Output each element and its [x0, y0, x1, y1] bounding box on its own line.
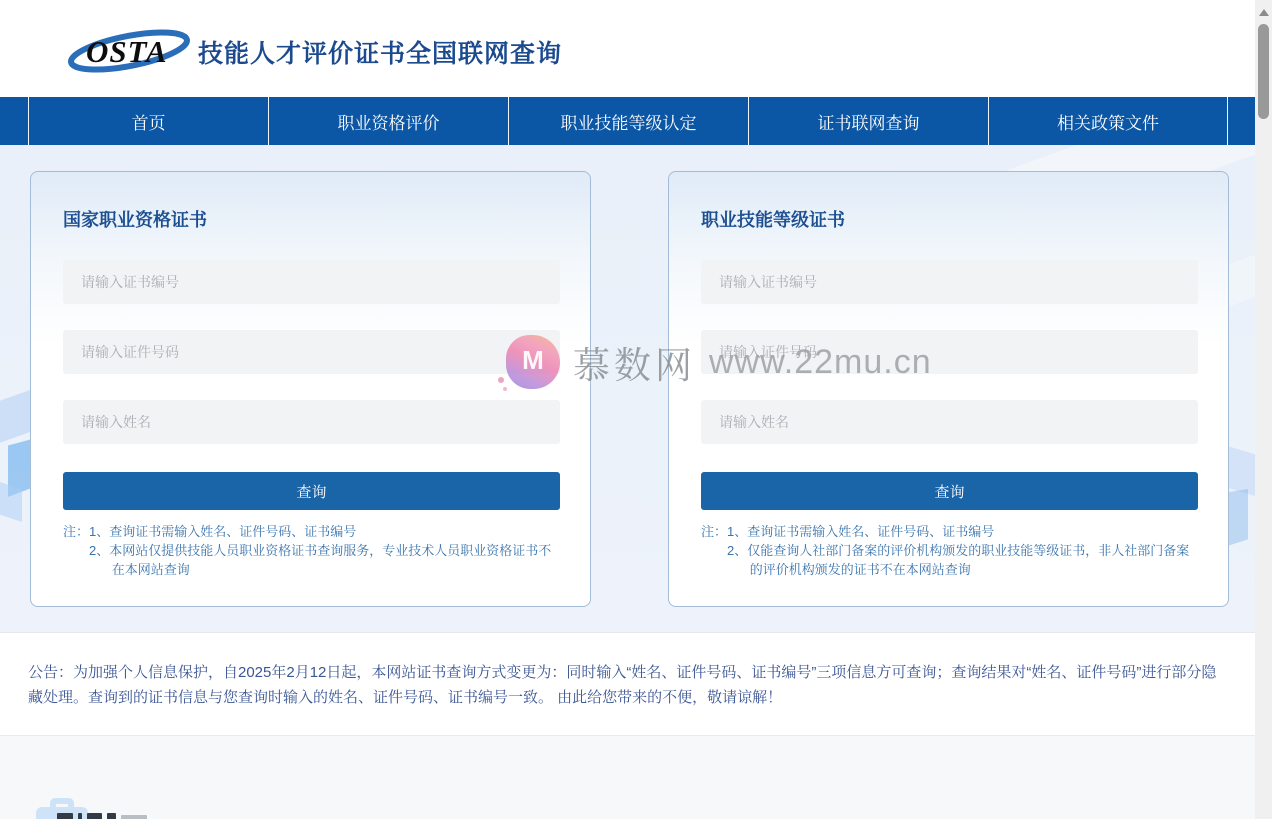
scrollbar[interactable] [1255, 0, 1272, 819]
nav-item-occupational-qualification[interactable] [268, 97, 508, 145]
query-button[interactable]: 查询 [701, 472, 1198, 510]
panel-notes [63, 522, 563, 579]
panel-title: 职业技能等级证书 [701, 210, 845, 230]
cutoff-section-heading [57, 813, 147, 819]
note-prefix: 注： [701, 524, 728, 539]
name-input[interactable] [701, 400, 1198, 444]
scrollbar-up-arrow-icon[interactable] [1259, 9, 1269, 16]
certificate-number-input[interactable] [701, 260, 1198, 304]
query-button[interactable]: 查询 [63, 472, 560, 510]
panel-title: 国家职业资格证书 [63, 210, 207, 230]
nav-item-label: 相关政策文件 [1057, 113, 1159, 133]
announcement-section [0, 632, 1255, 735]
note-line: 1、查询证书需输入姓名、证件号码、证书编号 [727, 524, 995, 539]
nav-item-label: 职业资格评价 [337, 113, 440, 133]
note-line: 2、本网站仅提供技能人员职业资格证书查询服务，专业技术人员职业资格证书不在本网站查询 [89, 543, 552, 577]
nav-item-home[interactable] [28, 97, 268, 145]
note-line: 1、查询证书需输入姓名、证件号码、证书编号 [89, 524, 357, 539]
nav-item-certificate-query[interactable] [748, 97, 988, 145]
nav-item-label: 证书联网查询 [817, 113, 920, 133]
announcement-text: 公告：为加强个人信息保护，自2025年2月12日起，本网站证书查询方式变更为：同时输入“姓名、证件号码、证书编号”三项信息方可查询；查询结果对“姓名、证件号码”进行部分隐藏处理。查询到的证书信息与您查询时输入的姓名、证件号码、证书编号一致。 由此给您带来的不便，敬请谅解！ [28, 664, 1217, 706]
id-number-input[interactable] [701, 330, 1198, 374]
osta-logo-text: OSTA [86, 34, 168, 69]
osta-logo [66, 24, 196, 76]
watermark-site-name: 慕数网 [573, 345, 696, 386]
certificate-number-input[interactable] [63, 260, 560, 304]
bottom-section [0, 735, 1255, 819]
header [0, 0, 1272, 97]
note-prefix: 注： [63, 524, 90, 539]
nav-item-label: 职业技能等级认定 [560, 113, 697, 133]
panel-national-qualification-certificate [30, 171, 591, 607]
nav-item-skill-level-certification[interactable] [508, 97, 748, 145]
main-nav [0, 97, 1255, 145]
panel-skill-level-certificate [668, 171, 1229, 607]
id-number-input[interactable] [63, 330, 560, 374]
nav-item-label: 首页 [131, 113, 166, 133]
scrollbar-thumb[interactable] [1258, 24, 1269, 119]
nav-items [28, 97, 1228, 145]
watermark-logo-letter: M [522, 344, 544, 375]
page-title: 技能人才评价证书全国联网查询 [198, 40, 563, 68]
nav-item-policy-documents[interactable] [988, 97, 1228, 145]
note-line: 2、仅能查询人社部门备案的评价机构颁发的职业技能等级证书，非人社部门备案的评价机构颁发的证书不在本网站查询 [727, 543, 1190, 577]
panel-notes [701, 522, 1201, 579]
watermark-url: www.22mu.cn [709, 342, 932, 381]
name-input[interactable] [63, 400, 560, 444]
